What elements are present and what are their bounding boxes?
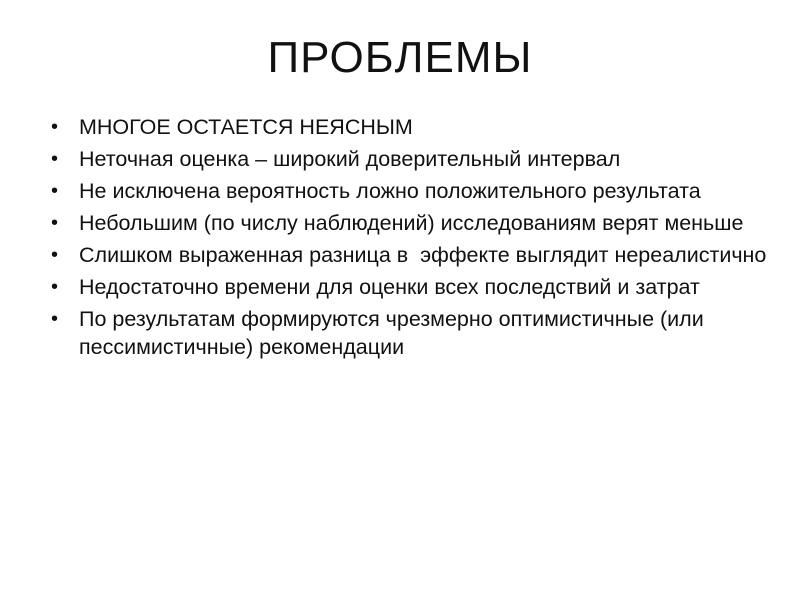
bullet-item	[51, 177, 771, 205]
bullet-icon: •	[51, 148, 59, 170]
bullet-item	[51, 113, 771, 141]
bullet-icon: •	[51, 244, 59, 266]
bullet-text: Неточная оценка – широкий доверительный интервал	[79, 147, 621, 171]
bullet-icon: •	[51, 308, 59, 330]
bullet-icon: •	[51, 180, 59, 202]
bullet-item	[51, 273, 771, 301]
bullet-text: Недостаточно времени для оценки всех последствий и затрат	[79, 275, 700, 299]
bullet-item	[51, 145, 771, 173]
bullet-item	[51, 305, 771, 361]
bullet-list	[51, 113, 771, 365]
bullet-text: Не исключена вероятность ложно положительного результата	[79, 179, 701, 203]
slide-title: ПРОБЛЕМЫ	[267, 33, 533, 82]
bullet-icon: •	[51, 212, 59, 234]
bullet-item	[51, 209, 771, 237]
bullet-icon: •	[51, 116, 59, 138]
bullet-text: МНОГОЕ ОСТАЕТСЯ НЕЯСНЫМ	[79, 115, 413, 139]
bullet-icon: •	[51, 276, 59, 298]
bullet-text: Слишком выраженная разница в эффекте выглядит нереалистично	[79, 243, 767, 267]
bullet-item	[51, 241, 771, 269]
bullet-text: Небольшим (по числу наблюдений) исследованиям верят меньше	[79, 211, 744, 235]
bullet-text: По результатам формируются чрезмерно оптимистичные (или пессимистичные) рекомендации	[79, 307, 710, 359]
